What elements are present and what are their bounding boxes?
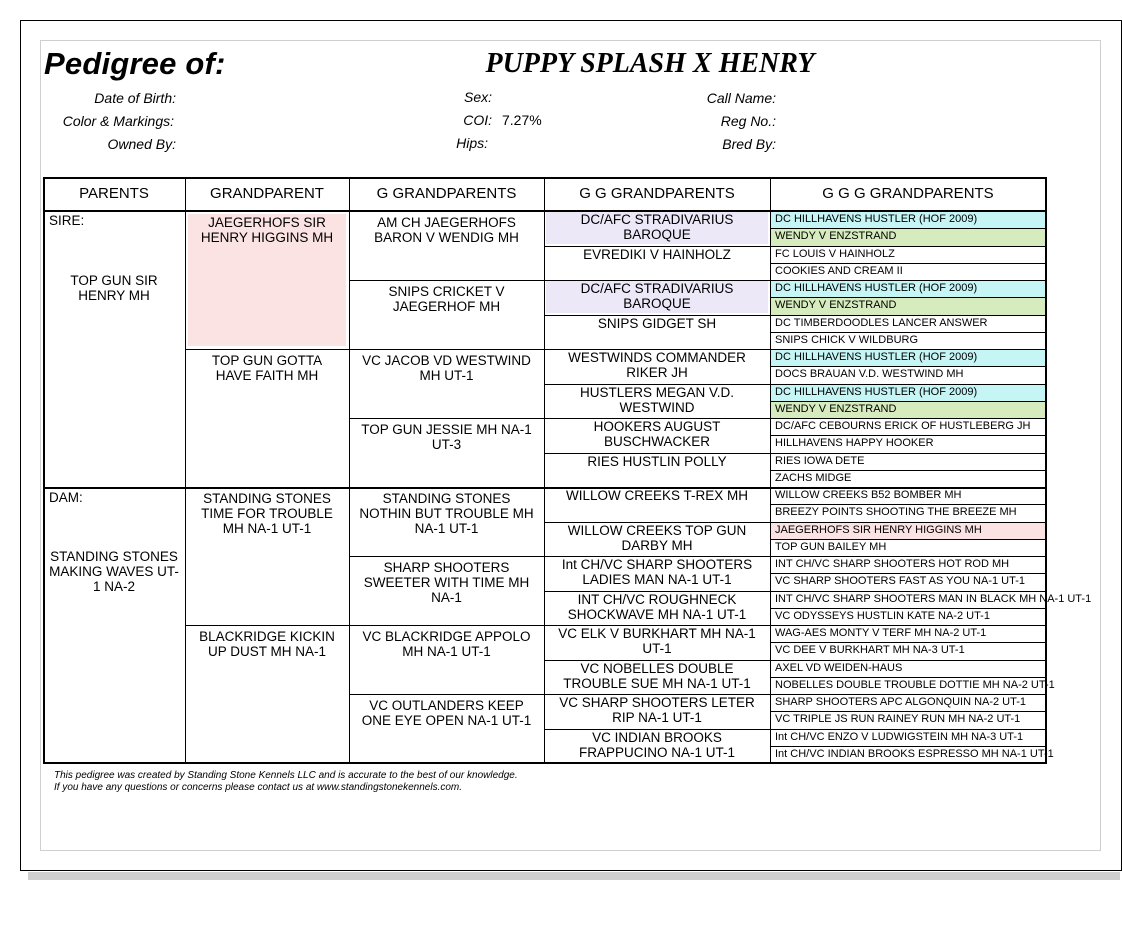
ggg-grandparent-name: SNIPS CHICK V WILDBURG [775, 333, 919, 346]
gg-grandparent-name: WILLOW CREEKS T-REX MH [565, 488, 749, 503]
footer-line-1: This pedigree was created by Standing Stone Kennels LLC and is accurate to the best of our knowledge. [54, 770, 518, 781]
grandparent-name: TOP GUN GOTTA HAVE FAITH MH [211, 353, 323, 383]
gg-grandparent-name: Int CH/VC SHARP SHOOTERS LADIES MAN NA-1 UT-1 [561, 557, 753, 587]
dam-label: DAM: [49, 490, 83, 505]
hips-label: Hips: [456, 135, 488, 151]
g-grandparent-name: SNIPS CRICKET V JAEGERHOF MH [388, 284, 505, 314]
ggg-grandparent-name: DC HILLHAVENS HUSTLER (HOF 2009) [775, 351, 978, 363]
grandparent-name: STANDING STONES TIME FOR TROUBLE MH NA-1 UT-1 [201, 491, 333, 536]
page-shadow [28, 872, 1120, 880]
ggg-grandparent-name: VC ODYSSEYS HUSTLIN KATE NA-2 UT-1 [775, 609, 990, 622]
sire-label: SIRE: [49, 213, 85, 228]
ggg-grandparent-name: VC DEE V BURKHART MH NA-3 UT-1 [775, 644, 965, 657]
gg-grandparent-name: VC SHARP SHOOTERS LETER RIP NA-1 UT-1 [559, 695, 755, 725]
reg-no-label: Reg No.: [720, 113, 776, 129]
ggg-grandparent-name: COOKIES AND CREAM II [775, 264, 903, 277]
ggg-grandparent-name: WENDY V ENZSTRAND [775, 230, 897, 243]
column-divider [43, 177, 45, 764]
coi-value: 7.27% [502, 112, 542, 128]
g-grandparent-name: TOP GUN JESSIE MH NA-1 UT-3 [361, 422, 532, 452]
owned-by-label: Owned By: [107, 136, 176, 152]
gg-grandparent-name: VC NOBELLES DOUBLE TROUBLE SUE MH NA-1 UT-1 [563, 660, 751, 691]
ggg-grandparent-name: Int CH/VC ENZO V LUDWIGSTEIN MH NA-3 UT-1 [775, 730, 1024, 743]
ggg-grandparent-name: RIES IOWA DETE [775, 454, 865, 467]
ggg-grandparent-name: JAEGERHOFS SIR HENRY HIGGINS MH [775, 523, 982, 536]
grandparent-name: JAEGERHOFS SIR HENRY HIGGINS MH [200, 215, 334, 245]
gg-grandparent-name: VC INDIAN BROOKS FRAPPUCINO NA-1 UT-1 [578, 729, 736, 760]
column-header: G G G GRANDPARENTS [822, 185, 994, 202]
gg-grandparent-name: WILLOW CREEKS TOP GUN DARBY MH [567, 522, 747, 553]
gg-grandparent-name: DC/AFC STRADIVARIUS BAROQUE [580, 281, 734, 311]
coi-label: COI: [463, 112, 492, 128]
call-name-label: Call Name: [706, 90, 776, 106]
color-markings-label: Color & Markings: [62, 113, 174, 129]
gg-grandparent-name: VC ELK V BURKHART MH NA-1 UT-1 [558, 626, 756, 656]
ggg-grandparent-name: ZACHS MIDGE [775, 471, 852, 484]
ggg-grandparent-name: DC HILLHAVENS HUSTLER (HOF 2009) [775, 213, 978, 225]
ggg-grandparent-name: WENDY V ENZSTRAND [775, 402, 897, 415]
column-header: PARENTS [79, 185, 149, 202]
ggg-grandparent-name: WAG-AES MONTY V TERF MH NA-2 UT-1 [775, 627, 987, 639]
footer-note [54, 770, 518, 794]
g-grandparent-name: STANDING STONES NOTHIN BUT TROUBLE MH NA-1 UT-1 [359, 491, 534, 536]
dam-name: STANDING STONES MAKING WAVES UT-1 NA-2 [49, 549, 179, 594]
column-header: GRANDPARENT [210, 185, 324, 202]
ggg-grandparent-name: VC SHARP SHOOTERS FAST AS YOU NA-1 UT-1 [775, 575, 1026, 588]
column-header: G G GRANDPARENTS [579, 185, 735, 202]
ggg-grandparent-name: AXEL VD WEIDEN-HAUS [775, 661, 903, 674]
gg-grandparent-name: DC/AFC STRADIVARIUS BAROQUE [580, 212, 734, 242]
ggg-grandparent-name: DC/AFC CEBOURNS ERICK OF HUSTLEBERG JH [775, 420, 1031, 432]
ggg-grandparent-name: Int CH/VC INDIAN BROOKS ESPRESSO MH NA-1 UT-1 [775, 747, 1054, 760]
ggg-grandparent-name: WENDY V ENZSTRAND [775, 299, 897, 312]
column-divider [544, 177, 545, 764]
sex-label: Sex: [463, 89, 492, 105]
footer-line-2: If you have any questions or concerns please contact us at www.standingstonekennels.com. [54, 782, 463, 793]
gg-grandparent-name: HOOKERS AUGUST BUSCHWACKER [593, 419, 721, 449]
column-header: G GRANDPARENTS [376, 185, 517, 202]
ggg-grandparent-name: NOBELLES DOUBLE TROUBLE DOTTIE MH NA-2 UT-1 [775, 678, 1055, 691]
ggg-grandparent-name: DC HILLHAVENS HUSTLER (HOF 2009) [775, 385, 978, 398]
ggg-grandparent-name: FC LOUIS V HAINHOLZ [775, 247, 895, 260]
gg-grandparent-name: RIES HUSTLIN POLLY [587, 453, 727, 469]
ggg-grandparent-name: INT CH/VC SHARP SHOOTERS HOT ROD MH [775, 558, 1010, 570]
ggg-grandparent-name: BREEZY POINTS SHOOTING THE BREEZE MH [775, 506, 1017, 519]
g-grandparent-name: VC JACOB VD WESTWIND MH UT-1 [362, 353, 531, 383]
g-grandparent-name: VC OUTLANDERS KEEP ONE EYE OPEN NA-1 UT-1 [361, 698, 532, 728]
gg-grandparent-name: HUSTLERS MEGAN V.D. WESTWIND [579, 384, 735, 415]
grandparent-name: BLACKRIDGE KICKIN UP DUST MH NA-1 [199, 629, 335, 659]
ggg-grandparent-name: INT CH/VC SHARP SHOOTERS MAN IN BLACK MH NA-1 UT-1 [775, 592, 1092, 605]
ggg-grandparent-name: VC TRIPLE JS RUN RAINEY RUN MH NA-2 UT-1 [775, 713, 1021, 726]
gg-grandparent-name: INT CH/VC ROUGHNECK SHOCKWAVE MH NA-1 UT-1 [567, 591, 747, 622]
column-divider [349, 177, 350, 764]
g-grandparent-name: AM CH JAEGERHOFS BARON V WENDIG MH [374, 215, 519, 245]
g-grandparent-name: SHARP SHOOTERS SWEETER WITH TIME MH NA-1 [363, 560, 530, 605]
sire-name: TOP GUN SIR HENRY MH [70, 273, 158, 303]
ggg-grandparent-name: DC TIMBERDOODLES LANCER ANSWER [775, 316, 988, 329]
gg-grandparent-name: SNIPS GIDGET SH [597, 315, 717, 331]
column-divider [185, 177, 186, 764]
g-grandparent-name: VC BLACKRIDGE APPOLO MH NA-1 UT-1 [362, 629, 531, 659]
dog-name-title: PUPPY SPLASH X HENRY [485, 48, 815, 79]
ggg-grandparent-name: TOP GUN BAILEY MH [775, 540, 887, 553]
ggg-grandparent-name: DC HILLHAVENS HUSTLER (HOF 2009) [775, 282, 978, 294]
ggg-grandparent-name: SHARP SHOOTERS APC ALGONQUIN NA-2 UT-1 [775, 696, 1027, 708]
bred-by-label: Bred By: [722, 136, 776, 152]
gg-grandparent-name: WESTWINDS COMMANDER RIKER JH [568, 350, 746, 380]
ggg-grandparent-name: HILLHAVENS HAPPY HOOKER [775, 437, 934, 450]
ggg-grandparent-name: DOCS BRAUAN V.D. WESTWIND MH [775, 368, 964, 381]
date-of-birth-label: Date of Birth: [94, 90, 176, 106]
gg-grandparent-name: EVREDIKI V HAINHOLZ [583, 246, 731, 262]
ggg-grandparent-name: WILLOW CREEKS B52 BOMBER MH [775, 489, 962, 501]
pedigree-of-label: Pedigree of: [44, 46, 226, 81]
